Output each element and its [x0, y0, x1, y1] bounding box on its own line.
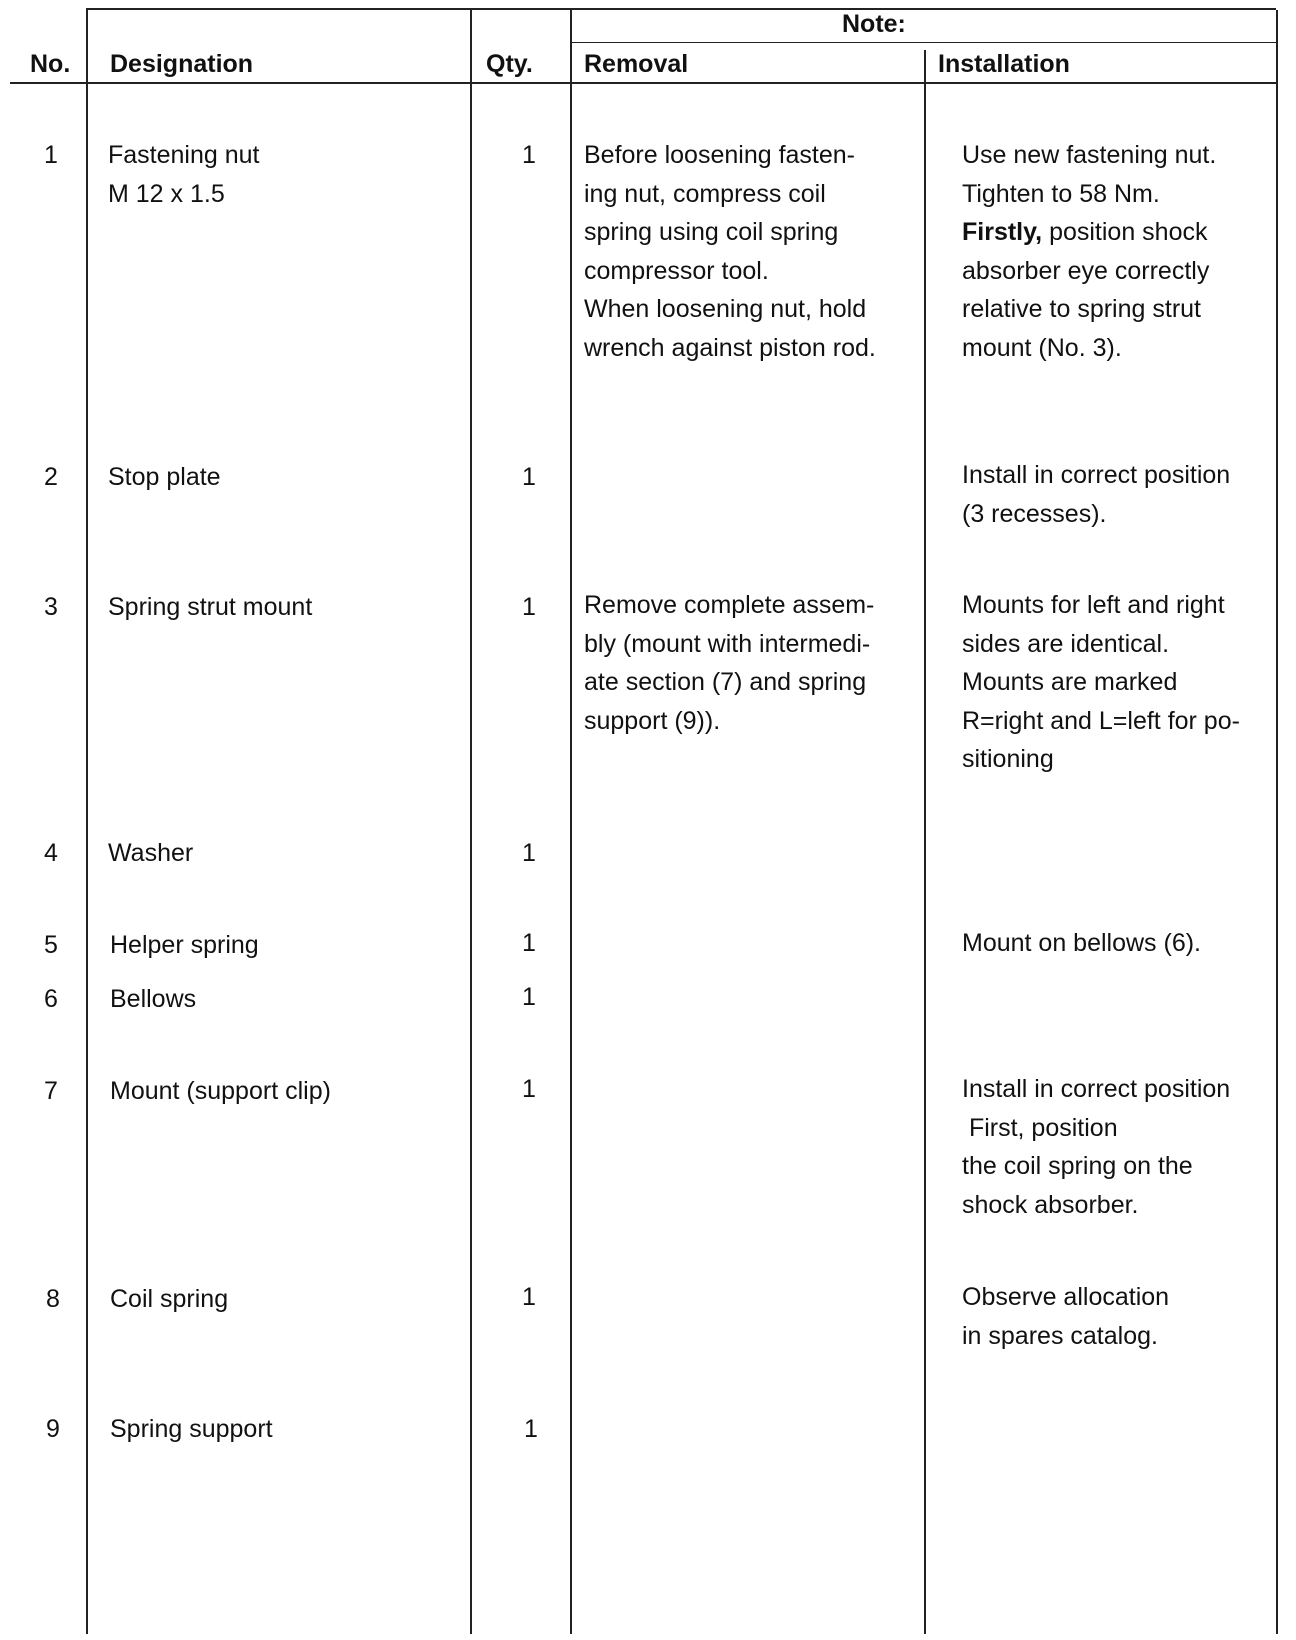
- row-1-designation-line: M 12 x 1.5: [108, 179, 225, 208]
- row-3-designation: Spring strut mount: [108, 593, 313, 621]
- row-1-installation-rest: position shock: [1042, 218, 1208, 246]
- row-1-removal-line: spring using coil spring: [584, 218, 839, 246]
- row-3-installation-line: Mounts are marked: [962, 668, 1178, 696]
- top-rule: [86, 8, 1276, 10]
- row-4-no: 4: [44, 839, 58, 867]
- row-7-no: 7: [44, 1077, 58, 1105]
- row-2-installation: [962, 456, 1230, 533]
- row-4-designation: Washer: [108, 839, 194, 867]
- row-1-removal: [584, 136, 876, 367]
- row-9-no: 9: [46, 1415, 60, 1443]
- row-8-qty: 1: [522, 1283, 536, 1311]
- row-2-no: 2: [44, 463, 58, 491]
- row-2-designation: Stop plate: [108, 463, 221, 491]
- row-1-installation-line: Tighten to 58 Nm.: [962, 179, 1160, 208]
- row-2-installation-line: (3 recesses).: [962, 499, 1107, 528]
- row-6-no: 6: [44, 985, 58, 1013]
- row-1-installation-line: relative to spring strut: [962, 295, 1201, 323]
- col-divider-designation: [470, 10, 472, 1634]
- row-3-removal-line: ate section (7) and spring: [584, 668, 867, 696]
- header-removal: Removal: [584, 50, 689, 78]
- row-1-installation-line: Use new fastening nut.: [962, 141, 1217, 169]
- col-divider-qty: [570, 10, 572, 1634]
- row-1-removal-line: ing nut, compress coil: [584, 179, 826, 208]
- header-designation: Designation: [110, 50, 254, 78]
- row-5-installation: Mount on bellows (6).: [962, 929, 1202, 957]
- row-7-installation-line: First, position: [962, 1113, 1118, 1142]
- row-3-removal-line: support (9)).: [584, 706, 721, 735]
- row-8-designation: Coil spring: [110, 1285, 229, 1313]
- row-7-qty: 1: [522, 1075, 536, 1103]
- row-1-designation-line: Fastening nut: [108, 141, 260, 169]
- row-1-qty: 1: [522, 141, 536, 169]
- row-9-designation: Spring support: [110, 1415, 273, 1443]
- row-3-removal: [584, 586, 874, 740]
- header-note: Note:: [842, 10, 906, 38]
- header-installation: Installation: [938, 50, 1070, 78]
- note-underline: [572, 42, 1276, 43]
- row-1-installation-line: mount (No. 3).: [962, 333, 1122, 362]
- row-7-installation-line: the coil spring on the: [962, 1152, 1193, 1180]
- row-8-installation: [962, 1278, 1169, 1355]
- header-bottom-rule: [10, 82, 1276, 84]
- row-8-installation-line: Observe allocation: [962, 1283, 1170, 1311]
- header-no: No.: [30, 50, 71, 78]
- row-4-qty: 1: [522, 839, 536, 867]
- row-7-designation: Mount (support clip): [110, 1077, 331, 1105]
- row-3-no: 3: [44, 593, 58, 621]
- row-3-installation-line: R=right and L=left for po-: [962, 706, 1240, 735]
- row-2-installation-line: Install in correct position: [962, 461, 1231, 489]
- row-1-installation-bold: Firstly,: [962, 218, 1043, 246]
- row-5-no: 5: [44, 931, 58, 959]
- row-3-installation: [962, 586, 1240, 779]
- row-2-qty: 1: [522, 463, 536, 491]
- header-qty: Qty.: [486, 50, 533, 78]
- col-divider-removal: [924, 50, 926, 1634]
- row-8-no: 8: [46, 1285, 60, 1313]
- col-divider-no: [86, 10, 88, 1634]
- row-3-installation-line: Mounts for left and right: [962, 591, 1225, 619]
- row-1-no: 1: [44, 141, 58, 169]
- row-1-installation-line: absorber eye correctly: [962, 256, 1210, 285]
- row-3-installation-line: sides are identical.: [962, 629, 1170, 658]
- row-1-removal-line: wrench against piston rod.: [584, 333, 876, 362]
- row-3-installation-line: sitioning: [962, 745, 1054, 773]
- row-6-designation: Bellows: [110, 985, 197, 1013]
- row-7-installation-line: shock absorber.: [962, 1190, 1139, 1219]
- row-1-installation: [962, 136, 1216, 367]
- row-1-removal-line: Before loosening fasten-: [584, 141, 856, 169]
- row-7-installation: [962, 1070, 1230, 1224]
- row-5-qty: 1: [522, 929, 536, 957]
- row-3-removal-line: Remove complete assem-: [584, 591, 875, 619]
- row-9-qty: 1: [524, 1415, 538, 1443]
- row-1-designation: [108, 136, 260, 213]
- col-divider-right: [1276, 10, 1278, 1634]
- row-5-designation: Helper spring: [110, 931, 259, 959]
- row-6-qty: 1: [522, 983, 536, 1011]
- row-8-installation-line: in spares catalog.: [962, 1321, 1158, 1350]
- row-7-installation-line: Install in correct position: [962, 1075, 1231, 1103]
- row-3-qty: 1: [522, 593, 536, 621]
- row-1-installation-line: [962, 213, 1216, 252]
- row-3-removal-line: bly (mount with intermedi-: [584, 629, 871, 658]
- row-1-removal-line: When loosening nut, hold: [584, 295, 867, 323]
- row-1-removal-line: compressor tool.: [584, 256, 769, 285]
